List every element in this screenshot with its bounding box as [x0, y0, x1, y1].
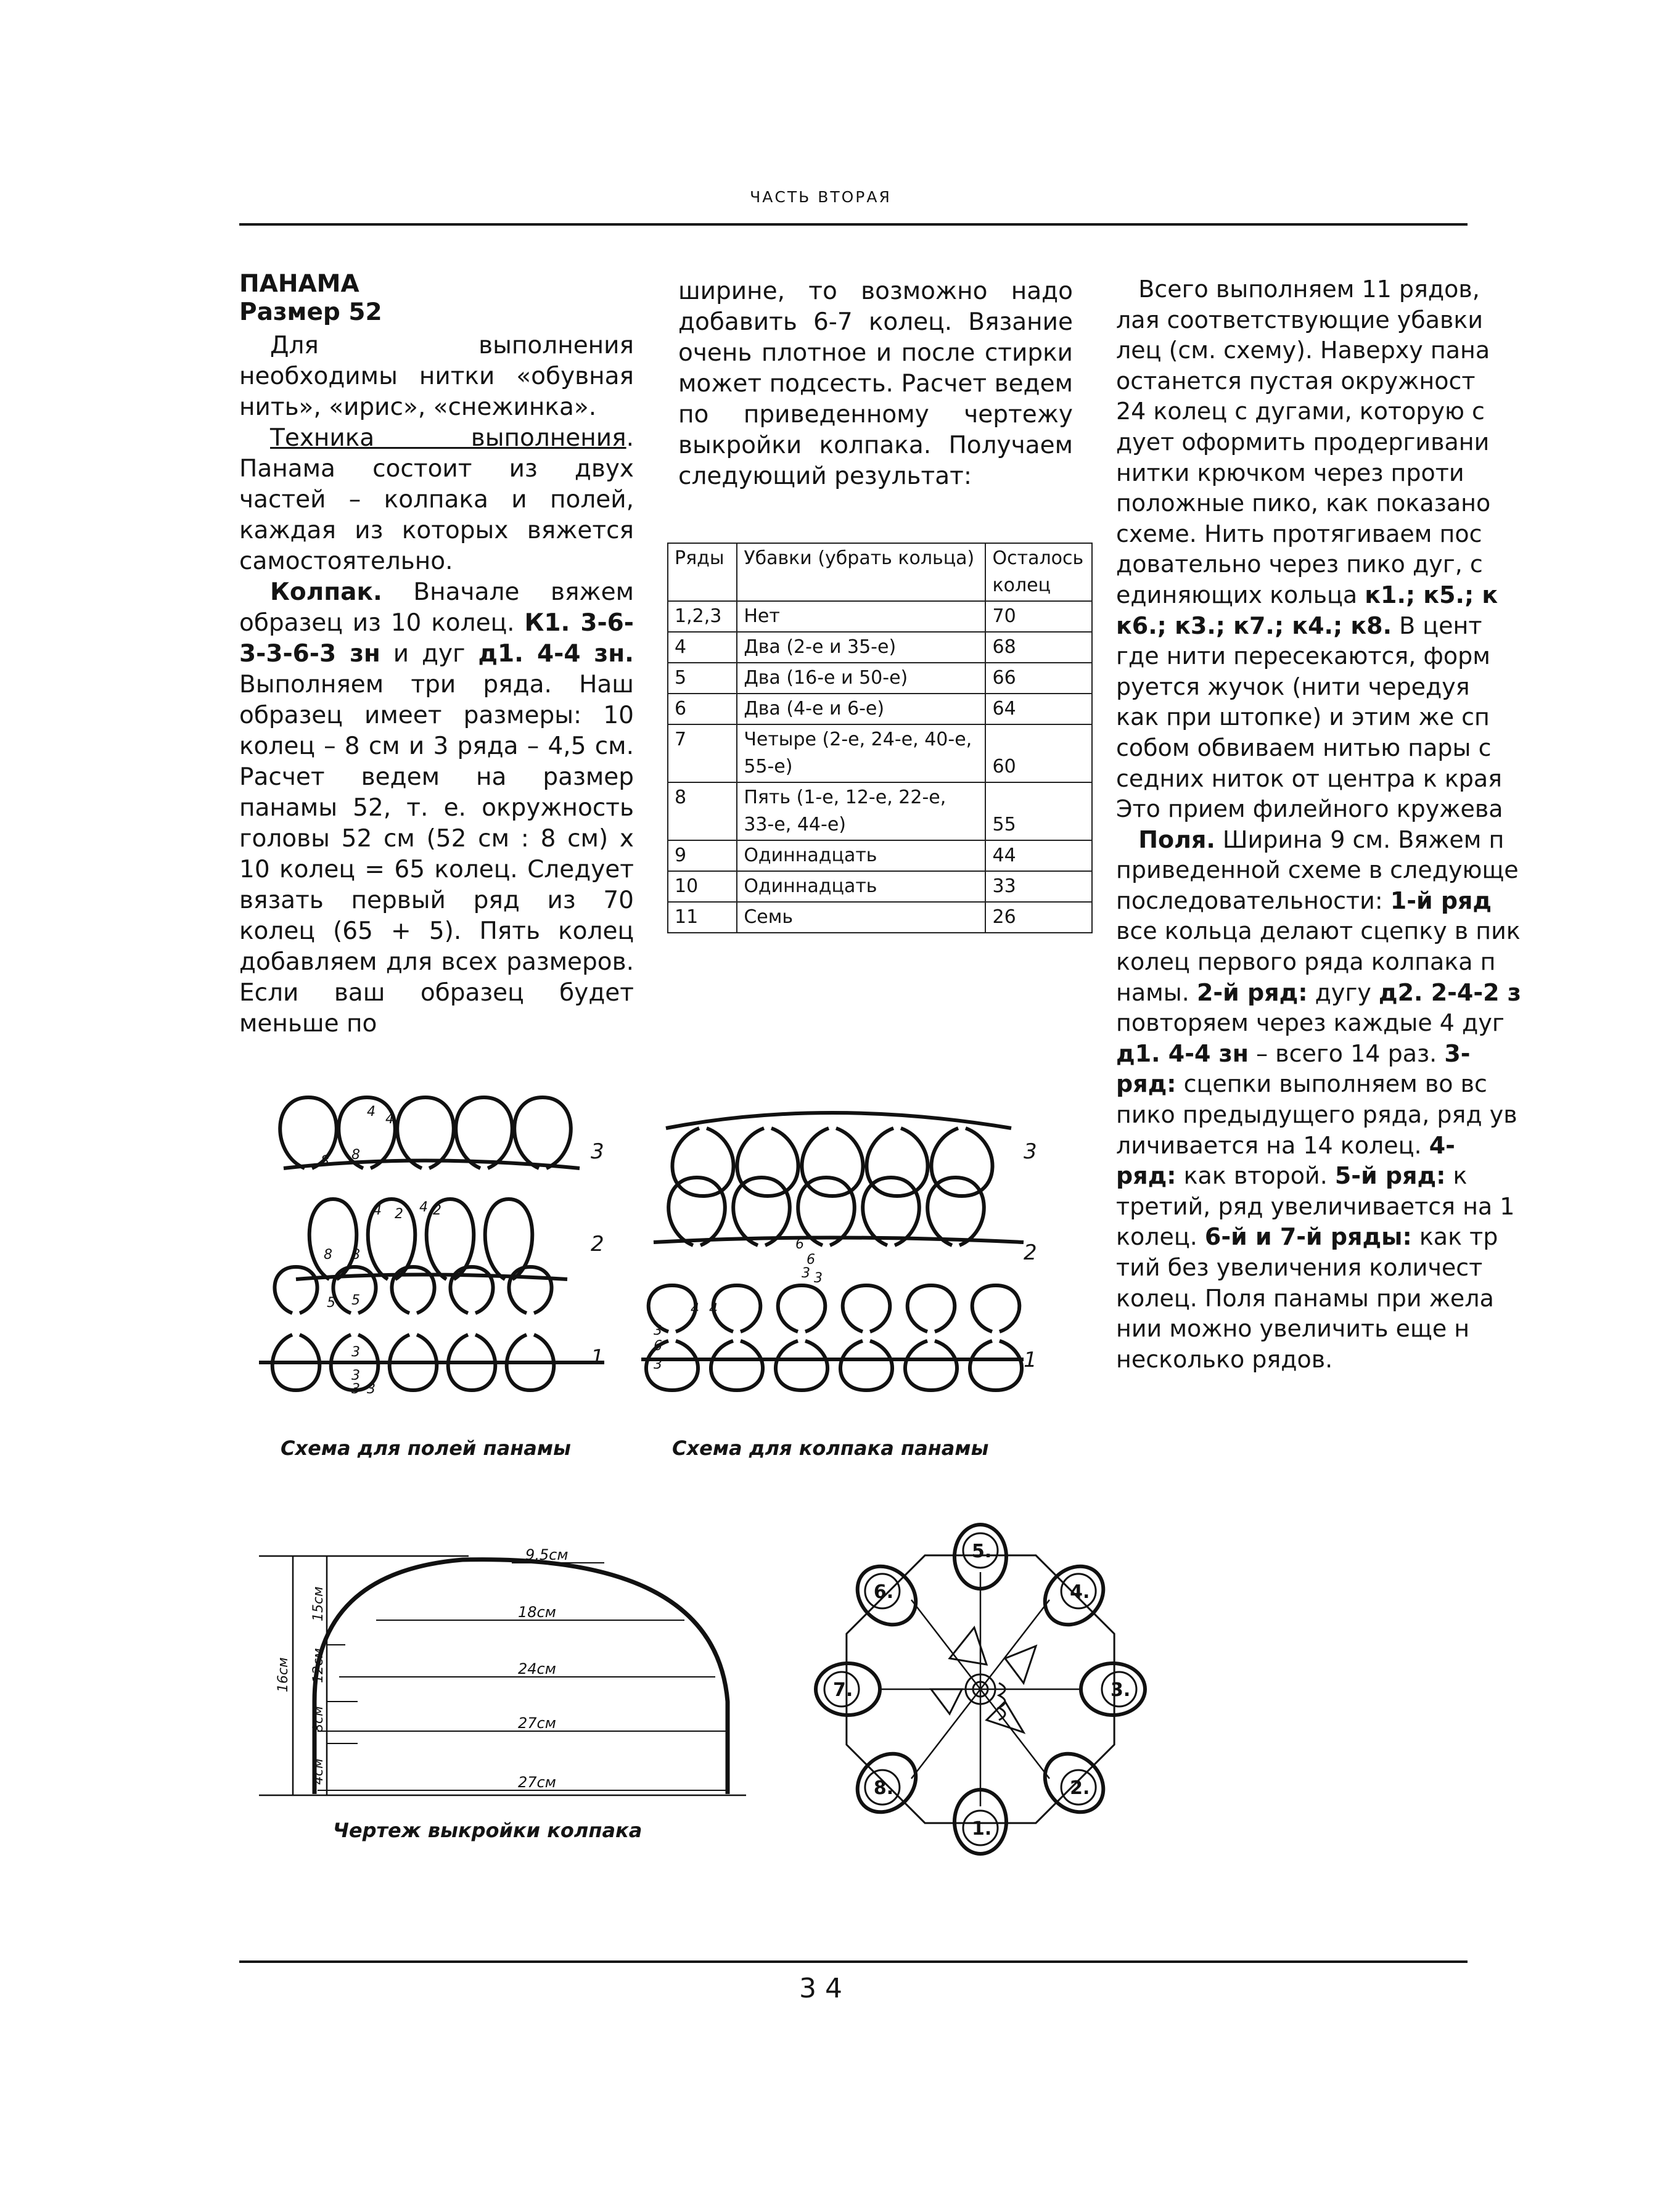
ring-number: 1.	[972, 1818, 992, 1840]
ring-number: 3.	[1111, 1679, 1131, 1701]
stitch-count-label: 3	[351, 1345, 360, 1360]
text-line: где нити пересекаются, форм	[1116, 642, 1490, 670]
text-line: несколько рядов.	[1116, 1345, 1333, 1373]
ring-upper	[713, 1285, 761, 1332]
stitch-count-label: 3	[654, 1357, 662, 1372]
ring-upper	[274, 1267, 317, 1313]
table-header-cell: Убавки (убрать кольца)	[737, 543, 985, 601]
table-cell: 5	[668, 663, 737, 694]
ring	[863, 1178, 919, 1245]
fields-scheme-caption: Схема для полей панамы	[281, 1436, 571, 1460]
table-cell: 8	[668, 782, 737, 840]
ring	[672, 1128, 733, 1196]
text-line: колец первого ряда колпака п	[1116, 948, 1496, 976]
crown-pattern-drawing	[259, 1535, 746, 1819]
ring-number: 4.	[1070, 1581, 1090, 1603]
text-line: третий, ряд увеличивается на 1	[1116, 1192, 1515, 1220]
ring	[802, 1128, 863, 1196]
stitch-count-label: 3	[814, 1271, 823, 1286]
stitch-count-label: 4	[419, 1200, 428, 1215]
article-title: ПАНАМА	[239, 270, 359, 298]
stitch-count-label: 2	[433, 1203, 441, 1218]
ring-upper	[908, 1285, 955, 1332]
stitch-count-label: 6	[654, 1338, 662, 1354]
stitch-count-label: 2	[395, 1206, 403, 1222]
text-line: колец. Поля панамы при жела	[1116, 1284, 1494, 1312]
ring	[733, 1178, 790, 1245]
table-cell: 7	[668, 724, 737, 782]
stitch-count-label: 4	[367, 1104, 376, 1120]
text-line: ряд: сцепки выполняем во вс	[1116, 1070, 1487, 1098]
ring	[927, 1178, 984, 1245]
ring-number: 2.	[1070, 1777, 1090, 1800]
table-cell: Два (4-е и 6-е)	[737, 694, 985, 724]
ring	[776, 1341, 827, 1390]
row-number: 3	[1024, 1139, 1037, 1164]
stitch-count-label: 8	[321, 1153, 329, 1169]
ring	[514, 1097, 571, 1168]
text-line: лец (см. схему). Наверху пана	[1116, 337, 1490, 364]
column-1	[239, 270, 634, 1039]
technique-heading: Техника выполнения	[270, 424, 626, 452]
crown-scheme-diagram	[641, 1085, 1036, 1430]
ring	[840, 1341, 892, 1390]
text-line: повторяем через каждые 4 дуг	[1116, 1009, 1505, 1037]
table-cell: 33	[985, 871, 1092, 902]
row-number: 2	[591, 1232, 604, 1256]
table-row	[668, 663, 1092, 694]
table-cell: 4	[668, 632, 737, 663]
table-cell: 55	[985, 782, 1092, 840]
table-cell: 68	[985, 632, 1092, 663]
stitch-count-label: 3	[367, 1382, 376, 1397]
row-number: 1	[591, 1345, 604, 1370]
stitch-count-label: 3	[802, 1266, 810, 1281]
table-row	[668, 601, 1092, 632]
stitch-count-label: 8	[324, 1247, 332, 1263]
text-line: личивается на 14 колец. 4-	[1116, 1131, 1455, 1159]
crown-rings	[641, 1113, 1024, 1390]
paragraph: ширине, то возможно надо добавить 6-7 колец. Вязание очень плотное и после стирки может подсесть. Расчет ведем по приведенному чертежу выкройки колпака. Получаем следующий результат:	[678, 277, 1073, 490]
text-line: собом обвиваем нитью пары с	[1116, 734, 1492, 761]
height-label: 4см	[311, 1758, 326, 1785]
stitch-count-label: 6	[795, 1237, 804, 1252]
text-line: к6.; к3.; к7.; к4.; к8. В цент	[1116, 612, 1482, 639]
text-line: 24 колец с дугами, которую с	[1116, 398, 1485, 425]
ring-number: 6.	[873, 1581, 894, 1603]
crown-top-diagram	[765, 1504, 1196, 1886]
table-cell: Семь	[737, 902, 985, 933]
row-number: 2	[1024, 1240, 1037, 1265]
text-line: ряд: как второй. 5-й ряд: к	[1116, 1162, 1468, 1190]
text-line: нитки крючком через проти	[1116, 459, 1464, 486]
text-line: пико предыдущего ряда, ряд ув	[1116, 1101, 1517, 1129]
stitch-count-label: 5	[327, 1295, 335, 1311]
stitch-count-label: 8	[351, 1247, 360, 1263]
ring-upper	[972, 1285, 1020, 1332]
text-line: схеме. Нить протягиваем пос	[1116, 520, 1482, 547]
text-line: руется жучок (нити чередуя	[1116, 673, 1470, 700]
text-line: довательно через пико дуг, с	[1116, 551, 1483, 578]
ring	[905, 1341, 957, 1390]
text-line: нии можно увеличить еще н	[1116, 1315, 1470, 1343]
total-height-label: 16см	[276, 1657, 291, 1692]
width-label: 18см	[518, 1604, 556, 1621]
table-cell: 64	[985, 694, 1092, 724]
stitch-count-label: 8	[351, 1147, 360, 1163]
width-label: 9,5см	[525, 1546, 569, 1563]
text-line: последовательности: 1-й ряд	[1116, 887, 1492, 914]
stitch-count-label: 4	[385, 1112, 394, 1127]
ring	[397, 1097, 454, 1168]
text-line: дует оформить продергивани	[1116, 428, 1490, 456]
text-line: д1. 4-4 зн – всего 14 раз. 3-	[1116, 1039, 1471, 1067]
ring	[798, 1178, 855, 1245]
ring-number: 7.	[833, 1679, 853, 1701]
column-2	[678, 276, 1073, 492]
running-title: ЧАСТЬ ВТОРАЯ	[750, 188, 892, 206]
ring-upper	[843, 1285, 890, 1332]
ring-number: 5.	[972, 1541, 992, 1562]
table-cell: 9	[668, 840, 737, 871]
table-header-row	[668, 543, 1092, 601]
crown-scheme-caption: Схема для колпака панамы	[672, 1436, 989, 1460]
ring-upper	[509, 1267, 551, 1313]
text-line: лая соответствующие убавки	[1116, 306, 1484, 334]
text-line: Поля. Ширина 9 см. Вяжем п	[1138, 825, 1505, 853]
stitch-count-label: 5	[351, 1293, 360, 1308]
ring	[456, 1097, 512, 1168]
table-cell: Пять (1-е, 12-е, 22-е, 33-е, 44-е)	[737, 782, 985, 840]
article-subtitle: Размер 52	[239, 298, 382, 326]
decrease-table	[667, 543, 1093, 933]
fields-scheme-diagram	[259, 1085, 641, 1430]
text-line: все кольца делают сцепку в пик	[1116, 917, 1521, 945]
table-cell: 11	[668, 902, 737, 933]
ring	[668, 1178, 725, 1245]
table-cell: Два (16-е и 50-е)	[737, 663, 985, 694]
text-line: как при штопке) и этим же сп	[1116, 703, 1490, 731]
table-cell: 1,2,3	[668, 601, 737, 632]
paragraph: Техника выполнения. Панама состоит из двух частей – колпака и полей, каждая из которых вяжется самостоятельно.	[239, 424, 634, 575]
row-number: 1	[1024, 1348, 1037, 1372]
table-cell: 44	[985, 840, 1092, 871]
text-line: тий без увеличения количест	[1116, 1254, 1483, 1281]
table-header-cell: Осталось колец	[985, 543, 1092, 601]
table-cell: 6	[668, 694, 737, 724]
ring-number: 8.	[873, 1777, 894, 1800]
text-line: останется пустая окружност	[1116, 367, 1476, 395]
stitch-count-label: 4	[373, 1203, 382, 1218]
stitch-count-label: 4	[709, 1301, 718, 1317]
table-cell: Четыре (2-е, 24-е, 40-е, 55-е)	[737, 724, 985, 782]
table-row	[668, 871, 1092, 902]
table-cell: Нет	[737, 601, 985, 632]
ring-upper	[778, 1285, 826, 1332]
table-cell: 66	[985, 663, 1092, 694]
table-row	[668, 902, 1092, 933]
text-line: приведенной схеме в следующе	[1116, 856, 1519, 884]
table-row	[668, 632, 1092, 663]
stitch-count-label: 3	[351, 1382, 360, 1397]
page-number: 3 4	[799, 1973, 842, 2004]
width-label: 27см	[518, 1774, 556, 1791]
table-cell: 60	[985, 724, 1092, 782]
width-label: 27см	[518, 1714, 556, 1732]
table-body	[668, 601, 1092, 933]
stitch-count-label: 3	[654, 1323, 662, 1338]
table-cell: Два (2-е и 35-е)	[737, 632, 985, 663]
filet-center	[882, 1572, 1079, 1806]
text-line: колец. 6-й и 7-й ряды: как тр	[1116, 1223, 1498, 1251]
text-line: единяющих кольца к1.; к5.; к	[1116, 581, 1498, 608]
arc-chain	[666, 1113, 1011, 1128]
height-label: 8см	[311, 1706, 326, 1732]
stitch-count-label: 3	[351, 1368, 360, 1383]
table-cell: 26	[985, 902, 1092, 933]
text-line: седних ниток от центра к края	[1116, 764, 1503, 792]
table-cell: 70	[985, 601, 1092, 632]
stitch-count-label: 6	[807, 1252, 815, 1268]
ring	[737, 1128, 798, 1196]
row-number: 3	[591, 1139, 604, 1164]
ring	[866, 1128, 927, 1196]
table-cell: 10	[668, 871, 737, 902]
ring	[711, 1341, 763, 1390]
table-header-cell: Ряды	[668, 543, 737, 601]
text-line: положные пико, как показано	[1116, 490, 1491, 517]
stitch-count-label: 4	[691, 1301, 699, 1317]
filet-shading	[931, 1628, 1036, 1732]
text-line: намы. 2-й ряд: дугу д2. 2-4-2 з	[1116, 978, 1521, 1006]
table-row	[668, 694, 1092, 724]
column-3	[1116, 274, 1521, 1396]
height-label: 12см	[311, 1648, 326, 1683]
table-row	[668, 724, 1092, 782]
ring	[970, 1341, 1022, 1390]
fields-rings	[259, 1097, 604, 1397]
header-rule	[239, 223, 1468, 226]
table-row	[668, 782, 1092, 840]
table-row	[668, 840, 1092, 871]
crown-pattern-caption: Чертеж выкройки колпака	[333, 1819, 643, 1842]
height-label: 15см	[311, 1586, 326, 1621]
text-line: Всего выполняем 11 рядов,	[1116, 276, 1480, 303]
table-cell: Одиннадцать	[737, 840, 985, 871]
paragraph: Для выполнения необходимы нитки «обувная нить», «ирис», «снежинка».	[239, 332, 634, 421]
width-label: 24см	[518, 1660, 556, 1677]
ring	[931, 1128, 992, 1196]
paragraph: Колпак. Вначале вяжем образец из 10 колец. К1. 3-6-3-3-6-3 зн и дуг д1. 4-4 зн. Выполняем три ряда. Наш образец имеет размеры: 10 колец – 8 см и 3 ряда – 4,5 см. Расчет ведем на размер панамы 52, т. е. окружность головы 52 см (52 см : 8 см) х 10 колец = 65 колец. Следует вязать первый ряд из 70 колец (65 + 5). Пять колец добавляем для всех размеров. Если ваш образец будет меньше по	[239, 578, 634, 1038]
footer-rule	[239, 1960, 1468, 1963]
table-cell: Одиннадцать	[737, 871, 985, 902]
text-line: Это прием филейного кружева	[1116, 795, 1503, 823]
